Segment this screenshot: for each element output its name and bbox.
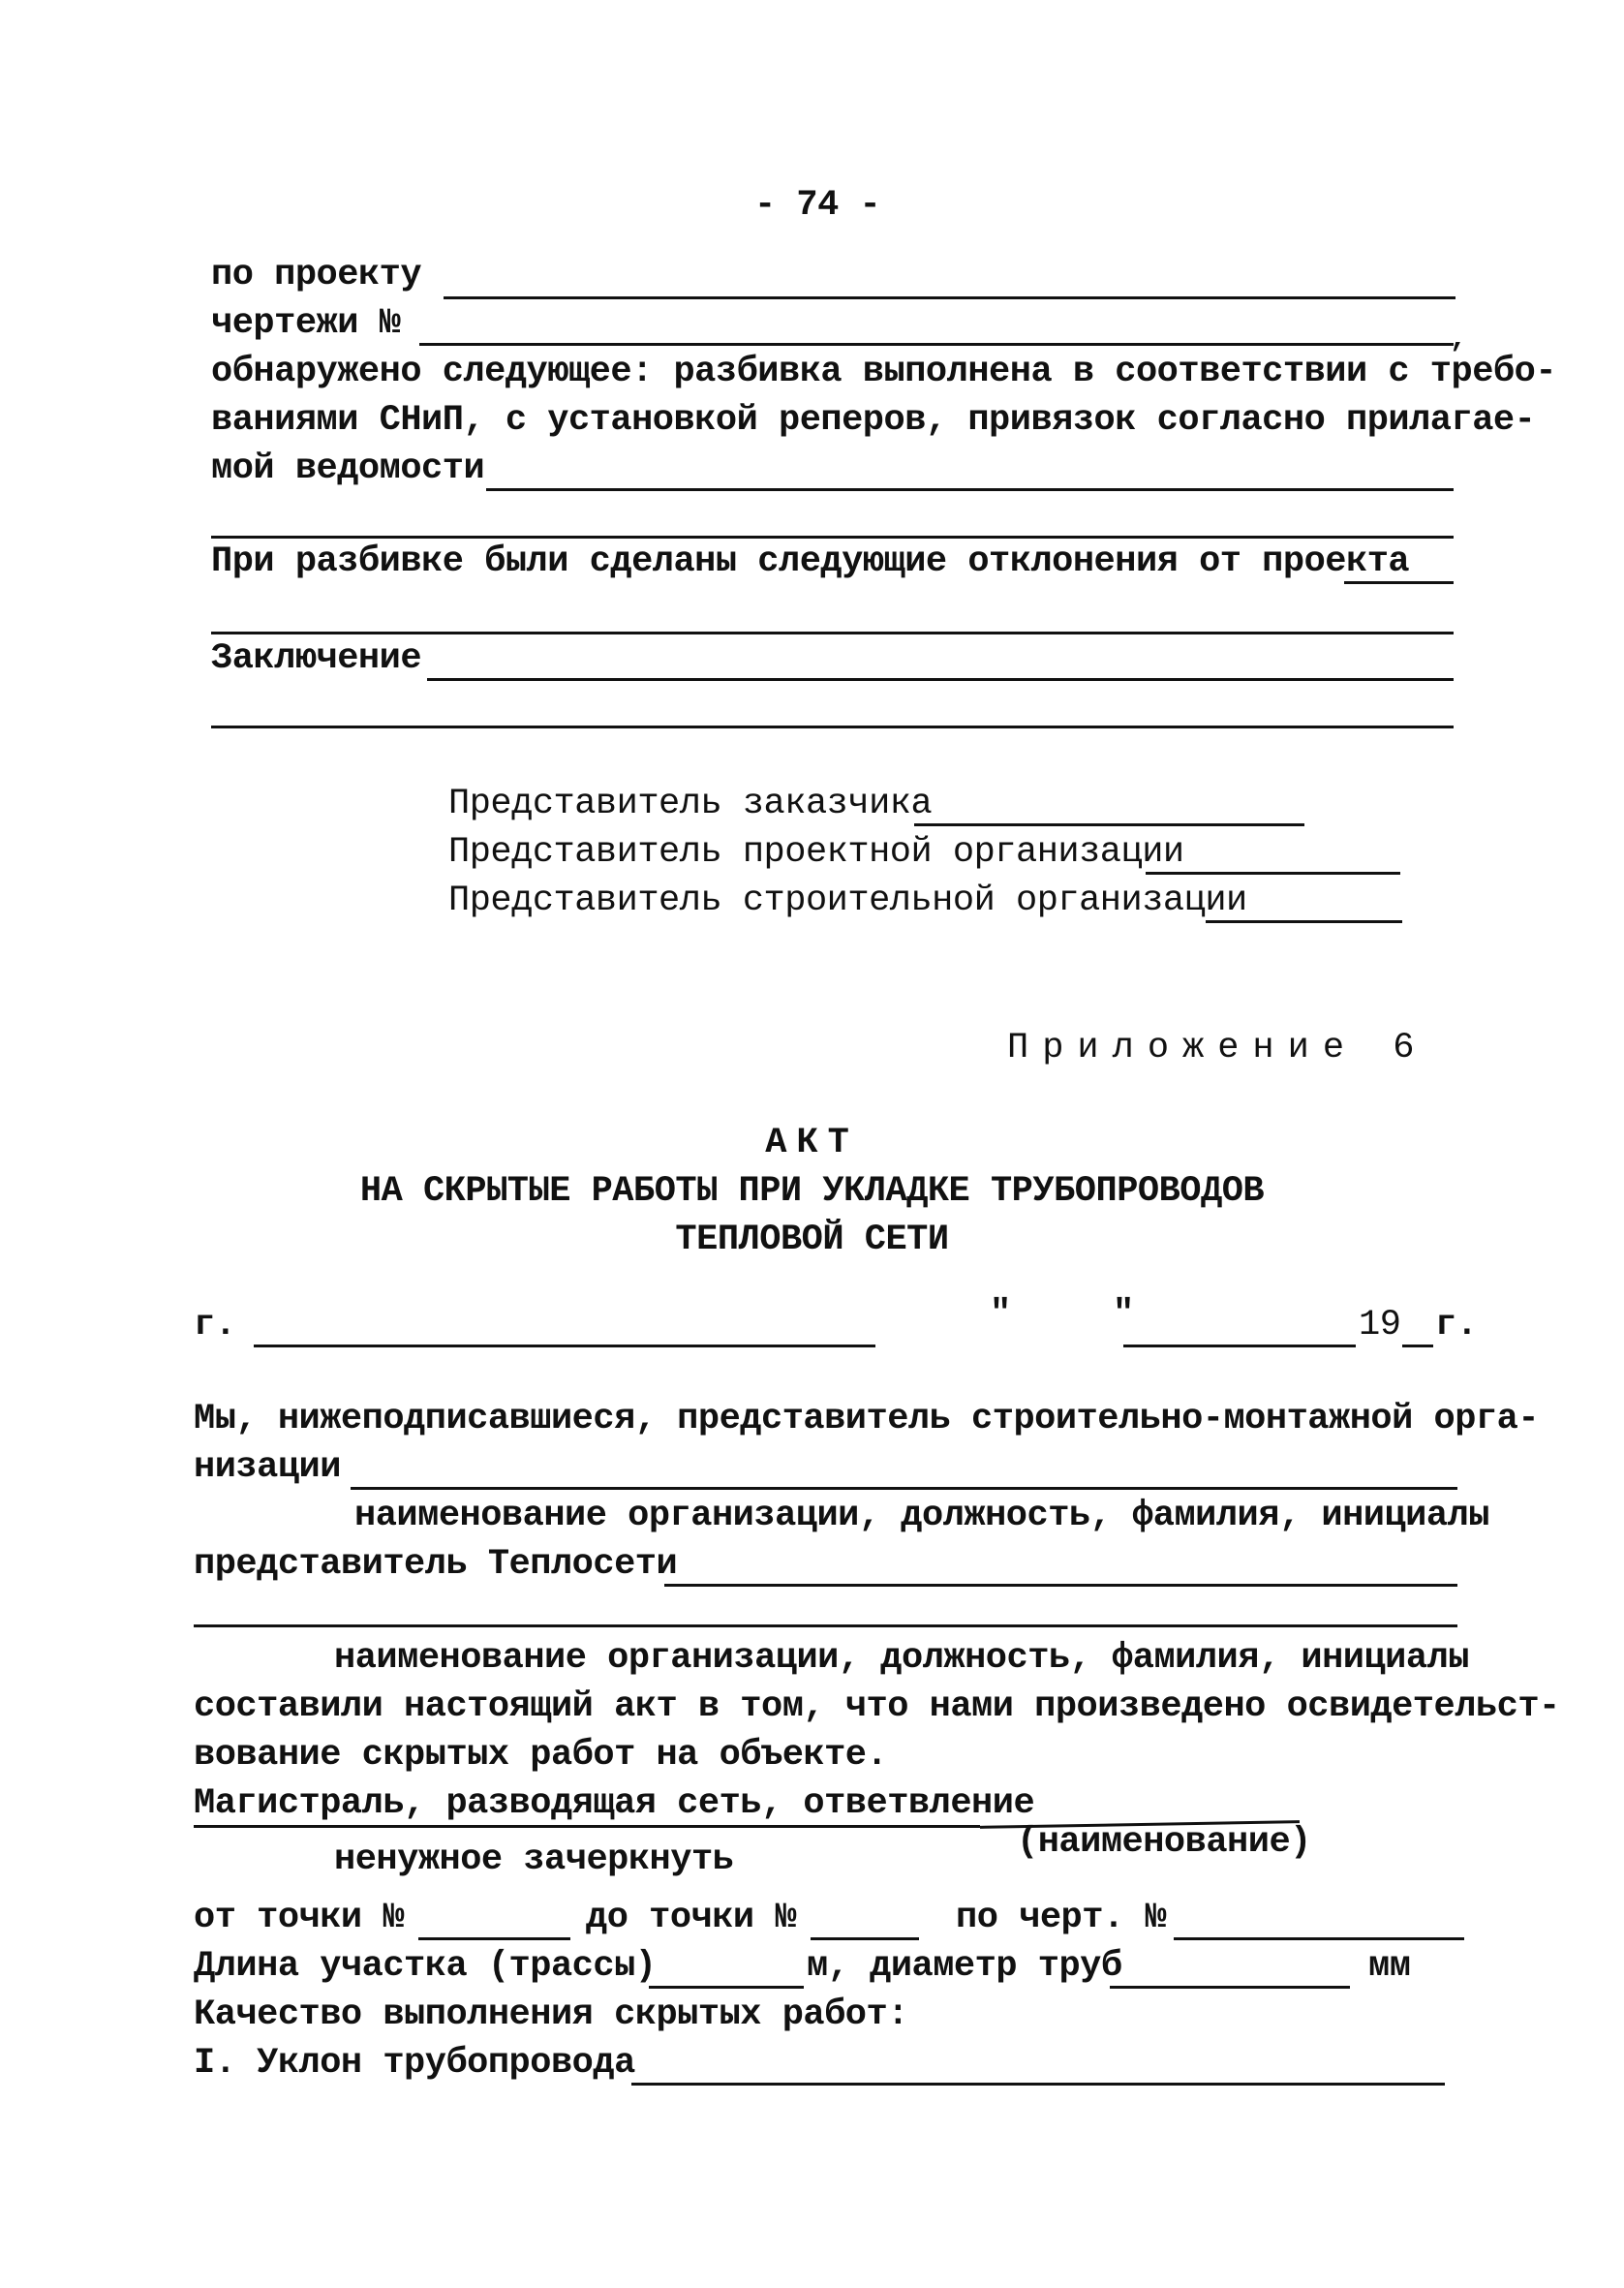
label-zaklyuchenie: Заключение: [211, 638, 422, 679]
act-subtitle-2: ТЕПЛОВОЙ СЕТИ: [675, 1220, 949, 1260]
city-prefix: г.: [194, 1305, 236, 1345]
label-chertezhi: чертежи №: [211, 303, 401, 344]
field-date-line: [1123, 1345, 1356, 1347]
field-ot-tochki-line: [418, 1937, 570, 1940]
label-dlina: Длина участка (трассы): [194, 1946, 657, 1987]
label-predstavitel-teploseti: представитель Теплосети: [194, 1544, 678, 1585]
field-chertezhi-line: [419, 343, 1454, 346]
field-zaklyuchenie-line-2: [211, 726, 1454, 728]
appendix-label: Приложение 6: [1007, 1028, 1428, 1068]
text-sostavili-1: составили настоящий акт в том, что нами произведено освидетельст-: [194, 1686, 1560, 1727]
sign-proektnaya-line: [1146, 872, 1400, 875]
label-m-diametr: м, диаметр труб: [807, 1946, 1122, 1987]
field-vedomosti-line: [486, 488, 1454, 491]
field-otkloneniya-line-2: [211, 632, 1454, 634]
text-my-1: Мы, нижеподписавшиеся, представитель строительно-монтажной орга-: [194, 1399, 1540, 1439]
field-uklon-line: [631, 2083, 1445, 2086]
text-obnaruzheno-3: мой ведомости: [211, 448, 485, 489]
year-prefix: 19: [1359, 1305, 1401, 1345]
field-otkloneniya-line: [1344, 581, 1454, 584]
label-mm: мм: [1368, 1946, 1411, 1987]
caption-naimenovanie-3: (наименование): [1017, 1822, 1311, 1863]
field-teploseti-line-2: [194, 1624, 1457, 1627]
year-suffix: г.: [1435, 1305, 1478, 1345]
caption-naimenovanie-1: наименование организации, должность, фамилия, инициалы: [354, 1496, 1489, 1536]
field-do-tochki-line: [811, 1937, 919, 1940]
label-do-tochki: до точки №: [586, 1898, 797, 1938]
caption-nenuzhnoe: ненужное зачеркнуть: [334, 1840, 734, 1880]
field-dlina-line: [649, 1986, 804, 1989]
label-ot-tochki: от точки №: [194, 1898, 405, 1938]
text-otkloneniya: При разбивке были сделаны следующие отклонения от проекта: [211, 541, 1410, 582]
quote-open: ": [990, 1294, 1011, 1335]
page-number: - 74 -: [754, 185, 881, 226]
text-obnaruzheno-2: ваниями СНиП, с установкой реперов, привязок согласно прилагае-: [211, 400, 1536, 441]
sign-stroitelnaya-label: Представитель строительной организации: [448, 881, 1247, 921]
comma-mark: ,: [1450, 323, 1467, 356]
label-po-proektu: по проекту: [211, 255, 422, 295]
field-po-proektu-line: [444, 296, 1455, 299]
act-subtitle-1: НА СКРЫТЫЕ РАБОТЫ ПРИ УКЛАДКЕ ТРУБОПРОВОДОВ: [359, 1171, 1265, 1212]
text-sostavili-2: вование скрытых работ на объекте.: [194, 1735, 888, 1776]
field-organizatsii-line: [351, 1487, 1457, 1490]
text-magistral: Магистраль, разводящая сеть, ответвление: [194, 1783, 1035, 1824]
text-obnaruzheno-1: обнаружено следующее: разбивка выполнена в соответствии с требо-: [211, 352, 1557, 392]
text-kachestvo: Качество выполнения скрытых работ:: [194, 1994, 908, 2035]
field-vedomosti-line-2: [211, 536, 1454, 539]
field-teploseti-line: [664, 1584, 1457, 1587]
field-zaklyuchenie-line: [427, 678, 1454, 681]
quote-close: ": [1113, 1294, 1134, 1335]
field-diametr-line: [1110, 1986, 1350, 1989]
sign-zakazchik-line: [914, 823, 1304, 826]
caption-naimenovanie-2: наименование организации, должность, фамилия, инициалы: [334, 1638, 1469, 1679]
act-title: АКТ: [765, 1123, 859, 1163]
label-po-chert: по черт. №: [956, 1898, 1167, 1938]
sign-proektnaya-label: Представитель проектной организации: [448, 832, 1184, 873]
magistral-underline: [194, 1825, 980, 1828]
field-year-line: [1402, 1345, 1433, 1347]
field-po-chert-line: [1174, 1937, 1464, 1940]
text-my-2: низации: [194, 1447, 341, 1488]
sign-stroitelnaya-line: [1206, 920, 1402, 923]
label-uklon: I. Уклон трубопровода: [194, 2043, 635, 2084]
field-city-line: [254, 1345, 875, 1347]
sign-zakazchik-label: Представитель заказчика: [448, 784, 933, 824]
